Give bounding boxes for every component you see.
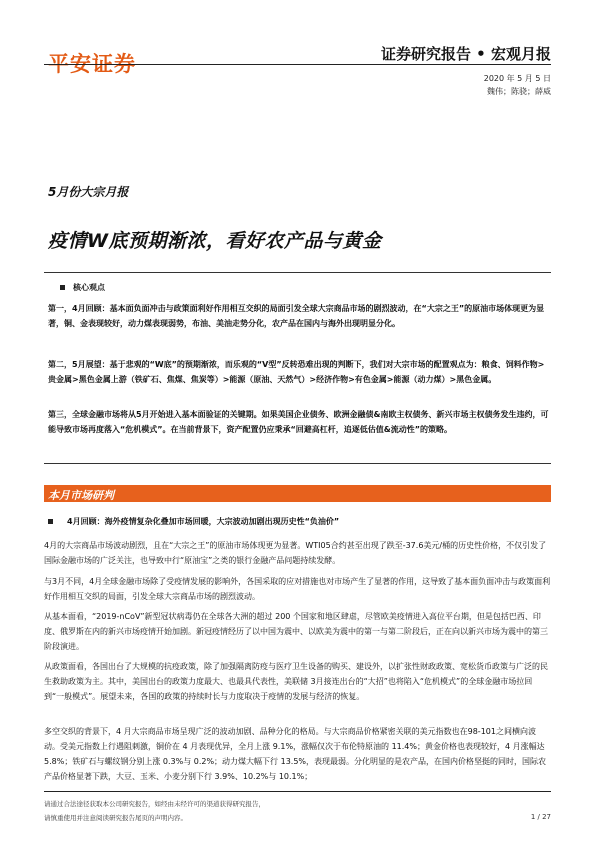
square-bullet-icon [48,519,53,524]
key-points-bottom-divider [44,463,551,464]
report-date: 2020 年 5 月 5 日 [483,74,551,83]
series-title: 5月份大宗月报 [48,185,129,199]
key-point-paragraph: 第三，全球金融市场将从5月开始进入基本面验证的关键期。如果美国企业债务、欧洲金融债&南欧主权债务、新兴市场主权债务发生违约，可能导致市场再度落入“危机模式”。在当前背景下，资产配置仍应秉承“回避高杠杆，追逐低估值&流动性”的策略。 [48,410,549,434]
brand-logo: 平安证券 [48,52,136,76]
page-number: 1 / 27 [530,813,551,821]
square-bullet-icon [60,285,65,290]
section-subheading [48,516,339,527]
header-divider [44,64,551,65]
footer-divider [44,791,551,792]
report-type: 证券研究报告 • 宏观月报 [380,45,551,63]
key-point-paragraph: 第二，5月展望：基于悲观的“W底”的预期渐浓，而乐观的“V型”反转恐难出现的判断下，我们对大宗市场的配置观点为：粮食、饲料作物>贵金属>黑色金属上游（铁矿石、焦煤、焦炭等）>能源（原油、天然气）>经济作物>有色金属>能源（动力煤）>黑色金属。 [48,360,545,384]
section-subheading-label: 4月回顾：海外疫情复杂化叠加市场回暖，大宗波动加剧出现历史性“负油价” [67,517,340,526]
section-title: 本月市场研判 [48,489,114,502]
key-point-paragraph: 第一，4月回顾：基本面负面冲击与政策面利好作用相互交织的局面引发全球大宗商品市场的剧烈波动，在“大宗之王”的原油市场体现更为显著，铜、金表现较好，动力煤表现弱势，布油、美油走势分化，农产品在国内与海外出现明显分化。 [48,304,545,328]
key-points-top-divider [44,272,551,273]
footer-disclaimer-line: 请慎重使用并注意阅读研究报告尾页的声明内容。 [44,814,187,822]
page-title: 疫情W底预期渐浓，看好农产品与黄金 [48,230,382,252]
key-points-header-label: 核心观点 [73,283,105,292]
body-paragraph: 从政策面看，各国出台了大规模的抗疫政策，除了加强隔离防疫与医疗卫生设备的购买、建设外，以扩张性财政政策、宽松货币政策与广泛的民生救助政策为主。其中，美国出台的政策力度最大、也最具代表性，美联储 3月接连出台的“大招”也将陷入“危机模式”的全球金融市场拉回到“一般模式”。展望未来，各国的政策的持续时长与力度取决于疫情的发展与经济的恢复。 [44,662,548,701]
body-paragraph: 多空交织的背景下，4 月大宗商品市场呈现广泛的波动加剧、品种分化的格局。与大宗商品价格紧密关联的美元指数也在98-101之间横向波动。受美元指数上行遇阻刺激，铜价在 4 月表现优异，全月上涨 9.1%，涨幅仅次于布伦特原油的 11.4%；黄金价格也表现较好，4 月涨幅达 5.8%；铁矿石与螺纹钢分别上涨 0.3%与 0.2%；动力煤大幅下行 13.5%，表现最弱。分化明显的是农产品，在国内价格坚挺的同时，国际农产品价格显著下跌，大豆、玉米、小麦分别下行 3.9%、10.2%与 10.1%； [44,727,547,781]
section-banner [44,485,551,502]
key-points-header [60,282,105,293]
report-authors: 魏伟；陈骁；薛威 [487,87,551,96]
body-paragraph: 4月的大宗商品市场波动剧烈，且在“大宗之王”的原油市场体现更为显著。WTI05合约甚至出现了跌至-37.6美元/桶的历史性价格，不仅引发了国际金融市场的广泛关注，也导致中行“原油宝”之类的银行金融产品问题持续发酵。 [44,541,547,565]
footer-disclaimer-line: 请通过合法途径获取本公司研究报告，如经由未经许可的渠道获得研究报告， [44,800,265,808]
body-paragraph: 与3月不同，4月全球金融市场除了受疫情发展的影响外，各国采取的应对措施也对市场产生了显著的作用，这导致了基本面负面冲击与政策面利好作用相互交织的局面，引发全球大宗商品市场的剧烈波动。 [44,577,551,601]
body-paragraph: 从基本面看，“2019-nCoV”新型冠状病毒仍在全球各大洲的超过 200 个国家和地区肆虐，尽管欧美疫情进入高位平台期，但是包括巴西、印度、俄罗斯在内的新兴市场疫情开始加剧。新冠疫情经历了以中国为震中、以欧美为震中的第一与第二阶段后，正在向以新兴市场为震中的第三阶段演进。 [44,612,548,651]
